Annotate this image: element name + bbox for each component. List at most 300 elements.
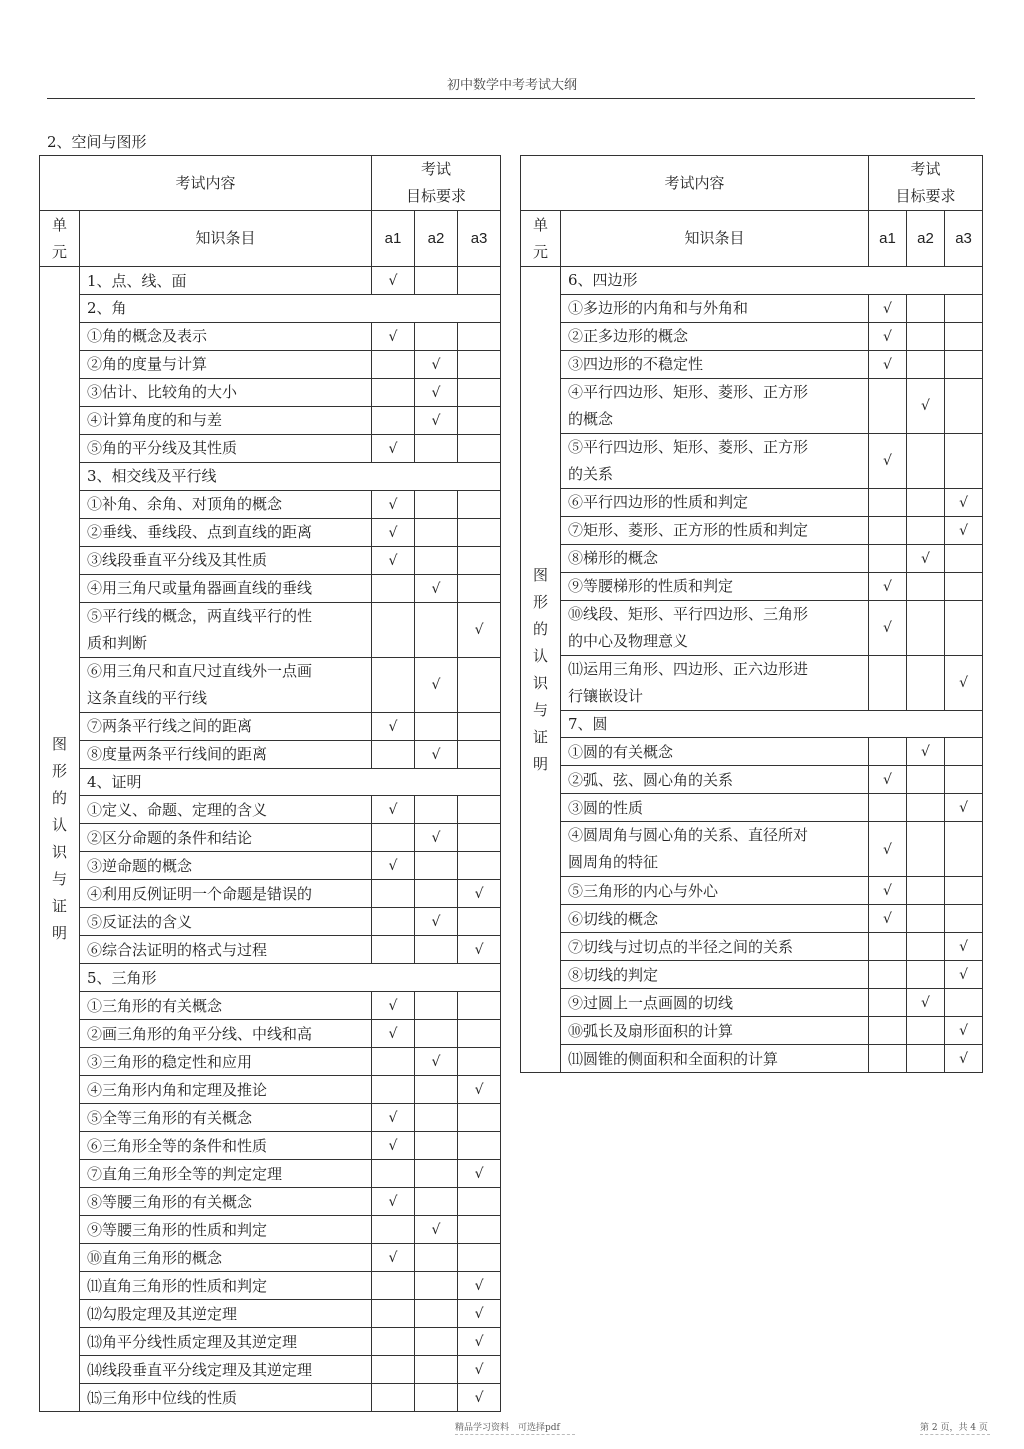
table-row xyxy=(521,655,983,710)
level-a2-cell xyxy=(415,1104,458,1132)
level-a3-cell xyxy=(458,1160,501,1188)
table-row xyxy=(40,1272,501,1300)
knowledge-item-text: ④三角形内角和定理及推论 xyxy=(87,1080,268,1099)
level-a1-cell xyxy=(869,572,907,600)
knowledge-item xyxy=(80,824,372,852)
knowledge-item xyxy=(561,794,869,822)
table-row xyxy=(40,1188,501,1216)
knowledge-item-text: ⑥切线的概念 xyxy=(568,909,659,928)
knowledge-item-text: ③线段垂直平分线及其性质 xyxy=(87,551,268,569)
knowledge-item-text: ③三角形的稳定性和应用 xyxy=(87,1052,253,1071)
level-a2-cell xyxy=(907,294,945,322)
knowledge-item-text: ②角的度量与计算 xyxy=(87,355,208,374)
knowledge-item xyxy=(80,1132,372,1160)
check-mark: √ xyxy=(883,841,892,858)
knowledge-item xyxy=(561,544,869,572)
knowledge-item-text: ④利用反例证明一个命题是错误的 xyxy=(87,884,313,903)
knowledge-item-text: ⑿勾股定理及其逆定理 xyxy=(87,1304,238,1323)
level-a1-cell xyxy=(372,1244,415,1272)
knowledge-item xyxy=(561,294,869,322)
table-row xyxy=(521,378,983,433)
knowledge-item-text: ②画三角形的角平分线、中线和高 xyxy=(87,1024,313,1043)
table-row xyxy=(521,766,983,794)
header-a1-cell: a1 xyxy=(372,211,415,267)
knowledge-item-text: ⑩弧长及扇形面积的计算 xyxy=(568,1021,734,1040)
knowledge-item xyxy=(561,600,869,655)
level-a1-cell xyxy=(372,1160,415,1188)
level-a1-cell xyxy=(372,1048,415,1076)
level-a3-cell xyxy=(945,766,983,794)
level-a2-cell xyxy=(415,1020,458,1048)
level-a1-cell xyxy=(869,933,907,961)
level-a1-cell xyxy=(372,824,415,852)
table-row xyxy=(521,488,983,516)
level-a2-cell xyxy=(907,877,945,905)
topic-heading: 4、证明 xyxy=(80,768,501,796)
level-a2-cell xyxy=(415,546,458,574)
check-mark: √ xyxy=(431,677,441,693)
level-a1-cell xyxy=(869,766,907,794)
check-mark: √ xyxy=(474,1362,484,1378)
check-mark: √ xyxy=(959,1023,968,1039)
table-row xyxy=(521,350,983,378)
knowledge-item xyxy=(80,1020,372,1048)
level-a2-cell xyxy=(415,1384,458,1412)
table-row xyxy=(521,989,983,1017)
check-mark: √ xyxy=(388,998,398,1014)
table-row xyxy=(40,1048,501,1076)
level-a2-cell xyxy=(415,796,458,824)
check-mark: √ xyxy=(474,886,484,903)
knowledge-item-text: ⑨等腰梯形的性质和判定 xyxy=(568,577,734,595)
header-requirement-cell xyxy=(372,156,501,211)
table-row xyxy=(40,1216,501,1244)
knowledge-item-text: ②弧、弦、圆心角的关系 xyxy=(568,770,734,789)
level-a3-cell xyxy=(458,824,501,852)
knowledge-item-text: ⑦两条平行线之间的距离 xyxy=(87,717,253,735)
table-row xyxy=(40,574,501,602)
table-row xyxy=(521,710,983,738)
level-a1-cell xyxy=(372,574,415,602)
knowledge-item-text: ①角的概念及表示 xyxy=(87,327,208,346)
level-a3-cell xyxy=(945,794,983,822)
level-a3-cell xyxy=(458,992,501,1020)
header-item-cell: 知识条目 xyxy=(80,211,372,267)
header-requirement-line2: 目标要求 xyxy=(895,187,956,205)
table-row xyxy=(40,1076,501,1104)
check-mark: √ xyxy=(388,328,398,345)
check-mark: √ xyxy=(388,524,398,541)
table-row xyxy=(40,992,501,1020)
knowledge-item-text: ⑥综合法证明的格式与过程 xyxy=(87,940,268,959)
table-row xyxy=(521,1017,983,1045)
header-requirement-line1: 考试 xyxy=(421,160,452,178)
knowledge-item xyxy=(561,655,869,710)
knowledge-item xyxy=(561,1045,869,1073)
level-a2-cell xyxy=(907,350,945,378)
knowledge-item xyxy=(80,1356,372,1384)
header-unit-label: 单元 xyxy=(51,215,67,261)
level-a1-cell xyxy=(372,378,415,406)
level-a3-cell xyxy=(458,1300,501,1328)
level-a3-cell xyxy=(458,1048,501,1076)
check-mark: √ xyxy=(388,1138,398,1154)
level-a1-cell xyxy=(869,600,907,655)
footer-dash-left xyxy=(455,1434,575,1435)
level-a2-cell xyxy=(907,655,945,710)
level-a1-cell xyxy=(372,1132,415,1160)
level-a1-cell xyxy=(372,1356,415,1384)
header-content-cell: 考试内容 xyxy=(521,156,869,211)
level-a1-cell xyxy=(372,1384,415,1412)
check-mark: √ xyxy=(431,1222,441,1238)
level-a1-cell xyxy=(869,961,907,989)
level-a2-cell xyxy=(415,936,458,964)
check-mark: √ xyxy=(388,1194,398,1210)
check-mark: √ xyxy=(431,412,441,429)
level-a3-cell xyxy=(945,378,983,433)
check-mark: √ xyxy=(474,1334,484,1350)
knowledge-item xyxy=(80,546,372,574)
knowledge-item-text: ⒀角平分线性质定理及其逆定理 xyxy=(87,1332,298,1351)
knowledge-item xyxy=(80,322,372,350)
level-a3-cell xyxy=(458,712,501,740)
check-mark: √ xyxy=(883,328,892,345)
table-row xyxy=(40,908,501,936)
level-a3-cell xyxy=(945,877,983,905)
knowledge-item-text: ③逆命题的概念 xyxy=(87,856,193,875)
table-row xyxy=(40,936,501,964)
knowledge-item xyxy=(80,796,372,824)
header-unit-cell xyxy=(521,211,561,267)
knowledge-item xyxy=(80,1048,372,1076)
level-a2-cell xyxy=(415,852,458,880)
level-a1-cell xyxy=(372,740,415,768)
footer-page-number: 第 2 页，共 4 页 xyxy=(920,1423,988,1433)
level-a3-cell xyxy=(458,880,501,908)
check-mark: √ xyxy=(883,356,892,373)
level-a1-cell xyxy=(869,877,907,905)
knowledge-item xyxy=(561,516,869,544)
knowledge-item xyxy=(561,961,869,989)
knowledge-item-text: ⑥用三角尺和直尺过直线外一点画 xyxy=(87,661,313,680)
table-header-row xyxy=(40,156,501,211)
table-row xyxy=(40,880,501,908)
table-row xyxy=(40,657,501,712)
level-a3-cell xyxy=(945,544,983,572)
check-mark: √ xyxy=(959,939,968,955)
level-a2-cell xyxy=(415,1132,458,1160)
level-a3-cell xyxy=(945,572,983,600)
table-row xyxy=(521,544,983,572)
level-a2-cell xyxy=(415,1272,458,1300)
knowledge-item xyxy=(80,1384,372,1412)
level-a3-cell xyxy=(945,294,983,322)
level-a1-cell xyxy=(869,322,907,350)
table-row xyxy=(40,1132,501,1160)
right-syllabus-table xyxy=(520,155,983,1073)
level-a3-cell xyxy=(458,267,501,295)
level-a2-cell xyxy=(415,518,458,546)
level-a1-cell xyxy=(869,655,907,710)
level-a3-cell xyxy=(945,516,983,544)
check-mark: √ xyxy=(959,1051,968,1067)
level-a2-cell xyxy=(907,961,945,989)
level-a3-cell xyxy=(458,740,501,768)
check-mark: √ xyxy=(431,384,441,401)
check-mark: √ xyxy=(388,1026,398,1042)
level-a2-cell xyxy=(415,267,458,295)
knowledge-item xyxy=(80,267,372,295)
knowledge-item xyxy=(80,740,372,768)
level-a1-cell xyxy=(869,294,907,322)
knowledge-item-text: ②垂线、垂线段、点到直线的距离 xyxy=(87,523,313,541)
knowledge-item-text: ⑤平行线的概念，两直线平行的性 xyxy=(87,606,313,625)
level-a3-cell xyxy=(458,1272,501,1300)
level-a2-cell xyxy=(415,992,458,1020)
table-row xyxy=(521,933,983,961)
knowledge-item-text: ⑾圆锥的侧面积和全面积的计算 xyxy=(568,1049,779,1068)
level-a2-cell xyxy=(415,908,458,936)
level-a1-cell xyxy=(869,350,907,378)
level-a2-cell xyxy=(907,933,945,961)
level-a1-cell xyxy=(869,905,907,933)
level-a3-cell xyxy=(458,908,501,936)
level-a3-cell xyxy=(945,488,983,516)
knowledge-item xyxy=(561,1017,869,1045)
table-row xyxy=(521,738,983,766)
check-mark: √ xyxy=(388,496,398,513)
table-row xyxy=(40,712,501,740)
table-row xyxy=(40,434,501,462)
header-item-cell: 知识条目 xyxy=(561,211,869,267)
knowledge-item xyxy=(561,989,869,1017)
level-a2-cell xyxy=(415,1076,458,1104)
check-mark: √ xyxy=(883,453,892,469)
table-row xyxy=(40,768,501,796)
level-a1-cell xyxy=(869,488,907,516)
level-a2-cell xyxy=(415,1048,458,1076)
level-a3-cell xyxy=(945,989,983,1017)
header-rule xyxy=(47,98,975,99)
knowledge-item xyxy=(80,1160,372,1188)
level-a3-cell xyxy=(458,378,501,406)
knowledge-item xyxy=(80,602,372,657)
table-row xyxy=(40,546,501,574)
level-a1-cell xyxy=(372,1104,415,1132)
knowledge-item-text: ⑾运用三角形、四边形、正六边形进 xyxy=(568,659,809,678)
table-subheader-row xyxy=(40,211,501,267)
level-a3-cell xyxy=(458,406,501,434)
level-a1-cell xyxy=(372,1300,415,1328)
knowledge-item xyxy=(561,738,869,766)
check-mark: √ xyxy=(431,914,441,931)
check-mark: √ xyxy=(959,967,968,983)
level-a1-cell xyxy=(372,908,415,936)
header-requirement-line2: 目标要求 xyxy=(406,187,467,205)
level-a2-cell xyxy=(415,1328,458,1356)
level-a2-cell xyxy=(907,905,945,933)
level-a3-cell xyxy=(945,738,983,766)
topic-heading: 2、角 xyxy=(80,295,501,323)
level-a2-cell xyxy=(907,1017,945,1045)
level-a3-cell xyxy=(458,434,501,462)
knowledge-item xyxy=(561,433,869,488)
table-row xyxy=(521,877,983,905)
level-a2-cell xyxy=(907,989,945,1017)
knowledge-item xyxy=(80,992,372,1020)
level-a3-cell xyxy=(458,1216,501,1244)
table-row xyxy=(40,406,501,434)
level-a3-cell xyxy=(458,602,501,657)
knowledge-item-text: ⑤三角形的内心与外心 xyxy=(568,881,719,900)
level-a2-cell xyxy=(415,880,458,908)
check-mark: √ xyxy=(474,942,484,959)
knowledge-item-text: ⑦直角三角形全等的判定定理 xyxy=(87,1164,283,1183)
level-a1-cell xyxy=(372,657,415,712)
header-a2-cell: a2 xyxy=(907,211,945,267)
knowledge-item-text-cont: 这条直线的平行线 xyxy=(87,688,208,707)
knowledge-item xyxy=(80,518,372,546)
knowledge-item xyxy=(80,1188,372,1216)
knowledge-item-text: ⑩线段、矩形、平行四边形、三角形 xyxy=(568,604,809,623)
knowledge-item-text: 1、点、线、面 xyxy=(87,271,187,290)
header-content-cell: 考试内容 xyxy=(40,156,372,211)
level-a2-cell xyxy=(415,378,458,406)
knowledge-item-text: ③估计、比较角的大小 xyxy=(87,383,238,402)
level-a3-cell xyxy=(945,350,983,378)
level-a2-cell xyxy=(415,574,458,602)
level-a2-cell xyxy=(415,1300,458,1328)
level-a1-cell xyxy=(869,544,907,572)
check-mark: √ xyxy=(388,440,398,457)
level-a3-cell xyxy=(945,322,983,350)
level-a2-cell xyxy=(415,740,458,768)
check-mark: √ xyxy=(431,580,441,597)
level-a3-cell xyxy=(458,1384,501,1412)
check-mark: √ xyxy=(959,800,968,816)
level-a1-cell xyxy=(372,267,415,295)
level-a1-cell xyxy=(372,1020,415,1048)
check-mark: √ xyxy=(959,494,968,511)
table-row xyxy=(521,294,983,322)
check-mark: √ xyxy=(883,883,892,899)
knowledge-item xyxy=(80,1076,372,1104)
level-a1-cell xyxy=(372,796,415,824)
level-a3-cell xyxy=(945,822,983,877)
table-row xyxy=(521,600,983,655)
level-a2-cell xyxy=(907,794,945,822)
knowledge-item xyxy=(80,880,372,908)
level-a3-cell xyxy=(458,518,501,546)
table-row xyxy=(40,322,501,350)
level-a3-cell xyxy=(458,1328,501,1356)
check-mark: √ xyxy=(883,300,892,317)
level-a2-cell xyxy=(415,322,458,350)
level-a2-cell xyxy=(907,378,945,433)
check-mark: √ xyxy=(921,995,930,1011)
level-a2-cell xyxy=(415,1160,458,1188)
level-a3-cell xyxy=(458,796,501,824)
level-a3-cell xyxy=(945,905,983,933)
level-a3-cell xyxy=(458,1356,501,1384)
knowledge-item-text: ⑨等腰三角形的性质和判定 xyxy=(87,1220,268,1239)
level-a1-cell xyxy=(372,518,415,546)
check-mark: √ xyxy=(388,552,398,569)
level-a1-cell xyxy=(869,516,907,544)
left-syllabus-table xyxy=(39,155,501,1412)
check-mark: √ xyxy=(474,1390,484,1406)
table-subheader-row xyxy=(521,211,983,267)
level-a2-cell xyxy=(907,544,945,572)
table-row xyxy=(40,267,501,295)
check-mark: √ xyxy=(474,1166,484,1182)
knowledge-item xyxy=(80,350,372,378)
level-a3-cell xyxy=(945,1017,983,1045)
level-a3-cell xyxy=(945,961,983,989)
check-mark: √ xyxy=(388,1250,398,1266)
knowledge-item-text: ⑩直角三角形的概念 xyxy=(87,1248,223,1267)
knowledge-item xyxy=(80,1328,372,1356)
level-a1-cell xyxy=(372,1076,415,1104)
table-row xyxy=(40,1356,501,1384)
check-mark: √ xyxy=(921,550,930,567)
topic-heading: 5、三角形 xyxy=(80,964,501,992)
table-row xyxy=(521,822,983,877)
knowledge-item-text-cont: 的概念 xyxy=(568,409,614,428)
level-a1-cell xyxy=(869,738,907,766)
table-row xyxy=(40,964,501,992)
level-a1-cell xyxy=(372,490,415,518)
knowledge-item xyxy=(561,322,869,350)
level-a1-cell xyxy=(869,1017,907,1045)
level-a2-cell xyxy=(415,1188,458,1216)
check-mark: √ xyxy=(388,802,398,819)
section-title: 2、空间与图形 xyxy=(47,133,147,151)
table-row xyxy=(40,1244,501,1272)
level-a1-cell xyxy=(372,992,415,1020)
knowledge-item xyxy=(561,905,869,933)
footer-dash-right xyxy=(920,1434,990,1435)
level-a1-cell xyxy=(372,406,415,434)
level-a3-cell xyxy=(945,600,983,655)
level-a2-cell xyxy=(907,738,945,766)
level-a2-cell xyxy=(415,434,458,462)
level-a1-cell xyxy=(372,1272,415,1300)
level-a2-cell xyxy=(415,350,458,378)
level-a1-cell xyxy=(372,1188,415,1216)
knowledge-item-text: ①补角、余角、对顶角的概念 xyxy=(87,495,283,513)
check-mark: √ xyxy=(474,622,484,638)
knowledge-item-text-cont: 圆周角的特征 xyxy=(568,853,659,871)
right-table-body xyxy=(521,156,983,1073)
level-a3-cell xyxy=(945,933,983,961)
level-a2-cell xyxy=(907,516,945,544)
level-a2-cell xyxy=(907,572,945,600)
unit-name-label: 图形的认识与证明 xyxy=(51,735,67,942)
level-a2-cell xyxy=(415,1216,458,1244)
table-row xyxy=(40,1020,501,1048)
level-a1-cell xyxy=(869,794,907,822)
unit-name-cell xyxy=(521,267,561,1073)
topic-heading: 6、四边形 xyxy=(561,267,983,295)
table-row xyxy=(521,572,983,600)
knowledge-item-text-cont: 行镶嵌设计 xyxy=(568,686,644,705)
knowledge-item-text: ④平行四边形、矩形、菱形、正方形 xyxy=(568,382,809,401)
level-a2-cell xyxy=(907,600,945,655)
check-mark: √ xyxy=(388,718,398,735)
level-a1-cell xyxy=(869,989,907,1017)
